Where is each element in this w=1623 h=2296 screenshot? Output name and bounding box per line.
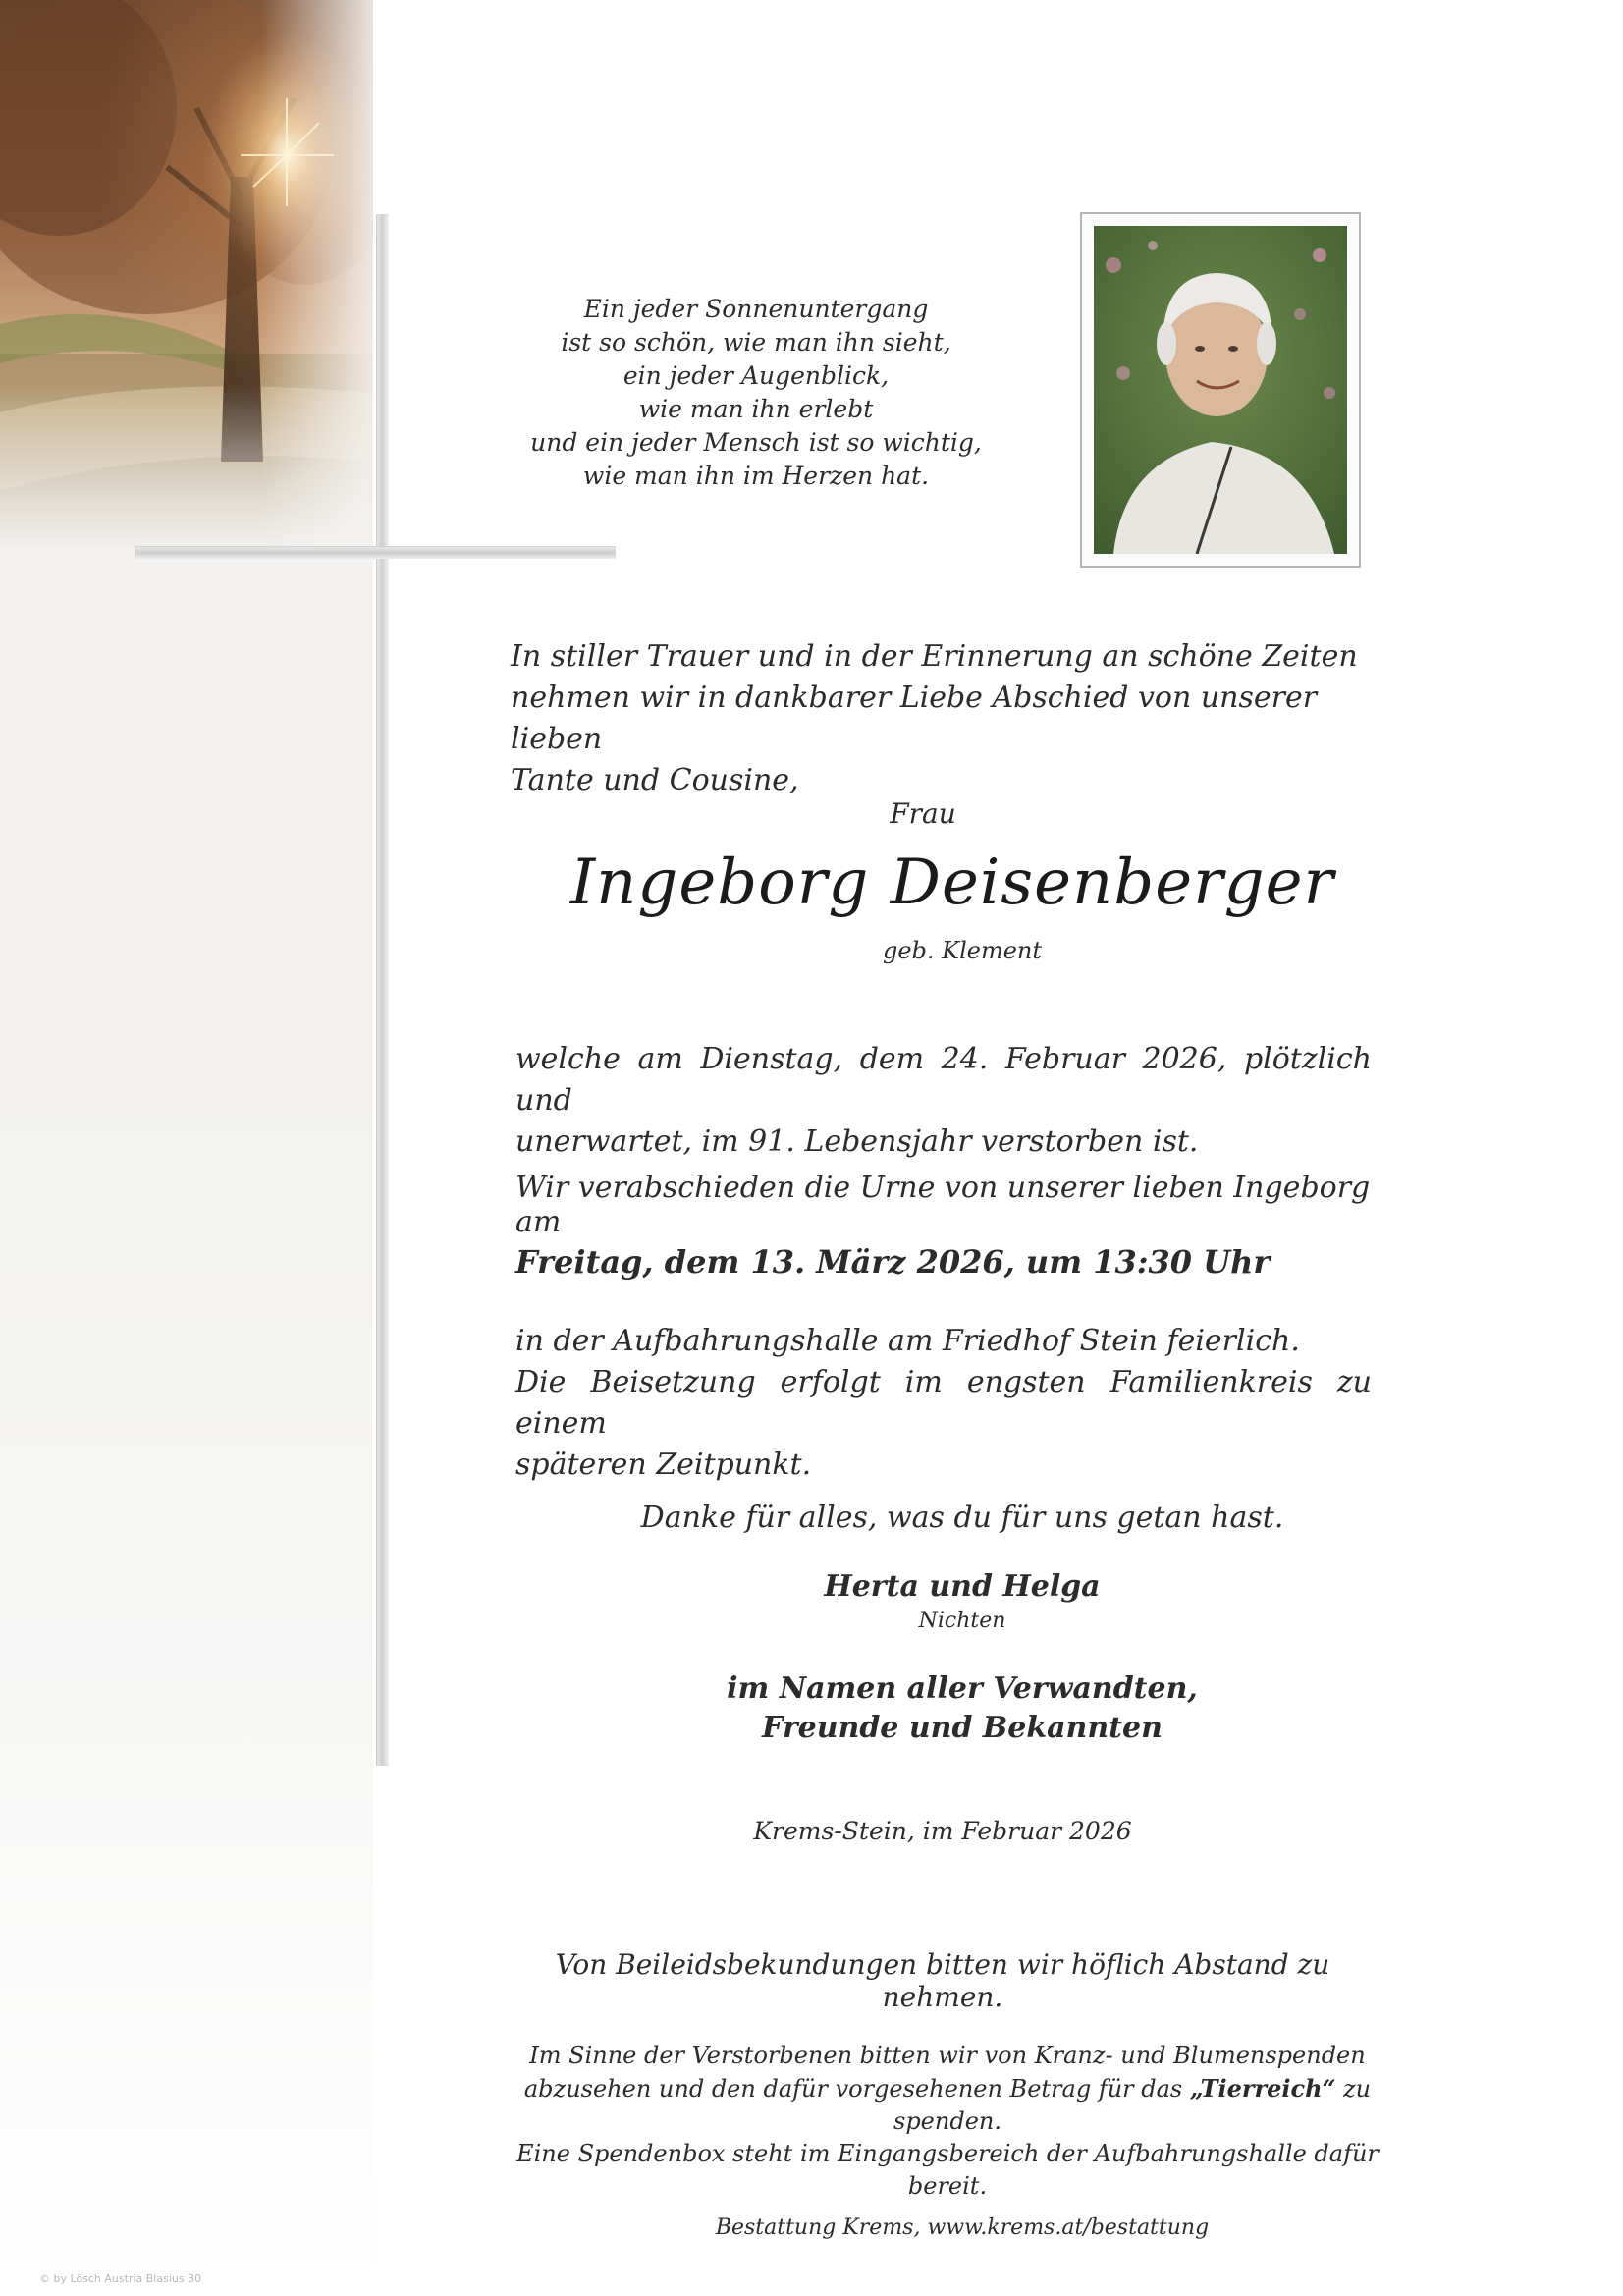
donation-request <box>476 2040 1419 2203</box>
deceased-name: Ingeborg Deisenberger <box>569 847 1335 919</box>
donation-line: Eine Spendenbox steht im Eingangsbereich der Aufbahrungshalle dafür bereit. <box>516 2140 1379 2200</box>
funeral-home-credit: Bestattung Krems, www.krems.at/bestattung <box>715 2215 1210 2240</box>
poem-line: ein jeder Augenblick, <box>622 361 890 390</box>
death-notice <box>515 1039 1372 1163</box>
location-line: in der Aufbahrungshalle am Friedhof Stein feierlich. <box>515 1324 1300 1358</box>
poem-line: ist so schön, wie man ihn sieht, <box>561 328 951 356</box>
mourners-names: Herta und Helga <box>824 1569 1101 1604</box>
memorial-poem <box>530 293 982 493</box>
portrait-photo-frame <box>1080 212 1361 568</box>
location-line: Die Beisetzung erfolgt im engsten Familienkreis zu einem <box>515 1365 1372 1441</box>
death-notice-line: unerwartet, im 91. Lebensjahr verstorben ist. <box>515 1124 1199 1159</box>
donation-text: abzusehen und den dafür vorgesehenen Betrag für das <box>523 2075 1190 2103</box>
sunset-tree-image <box>0 0 373 555</box>
relatives-line: im Namen aller Verwandten, <box>727 1671 1198 1706</box>
ceremony-date: Freitag, dem 13. März 2026, um 13:30 Uhr <box>515 1243 1271 1281</box>
copyright-notice: © by Lösch Austria Blasius 30 <box>39 2272 202 2285</box>
relatives-line: Freunde und Bekannten <box>762 1711 1163 1745</box>
cross-vertical-beam <box>376 214 389 1766</box>
poem-line: wie man ihn erlebt <box>638 395 874 423</box>
location-line: späteren Zeitpunkt. <box>515 1448 812 1482</box>
donation-line <box>476 2072 1419 2138</box>
mourners-relation: Nichten <box>918 1609 1006 1633</box>
intro-line: nehmen wir in dankbarer Liebe Abschied von unserer lieben <box>511 681 1318 756</box>
intro-line: Tante und Cousine, <box>511 763 799 797</box>
cross-horizontal-beam <box>135 546 616 559</box>
poem-line: wie man ihn im Herzen hat. <box>582 462 930 490</box>
donation-text: zu spenden. <box>893 2075 1372 2135</box>
poem-line: und ein jeder Mensch ist so wichtig, <box>530 428 982 457</box>
thanks-text: Danke für alles, was du für uns getan hast. <box>640 1501 1284 1535</box>
salutation: Frau <box>890 797 956 830</box>
poem-line: Ein jeder Sonnenuntergang <box>583 295 929 323</box>
death-notice-line: welche am Dienstag, dem 24. Februar 2026, plötzlich und <box>515 1042 1372 1118</box>
donation-line: Im Sinne der Verstorbenen bitten wir von Kranz- und Blumenspenden <box>529 2042 1366 2069</box>
charity-name: „Tierreich“ <box>1189 2074 1336 2103</box>
birth-name: geb. Klement <box>882 937 1043 964</box>
intro-text <box>511 636 1375 801</box>
intro-line: In stiller Trauer und in der Erinnerung an schöne Zeiten <box>511 639 1358 674</box>
portrait-photo <box>1094 226 1347 554</box>
ceremony-location <box>515 1321 1372 1486</box>
farewell-text: Wir verabschieden die Urne von unserer lieben Ingeborg am <box>515 1171 1371 1239</box>
condolence-note: Von Beileidsbekundungen bitten wir höflich Abstand zu nehmen. <box>555 1948 1330 2013</box>
place-and-date: Krems-Stein, im Februar 2026 <box>753 1817 1132 1845</box>
relatives-signature <box>638 1669 1286 1748</box>
